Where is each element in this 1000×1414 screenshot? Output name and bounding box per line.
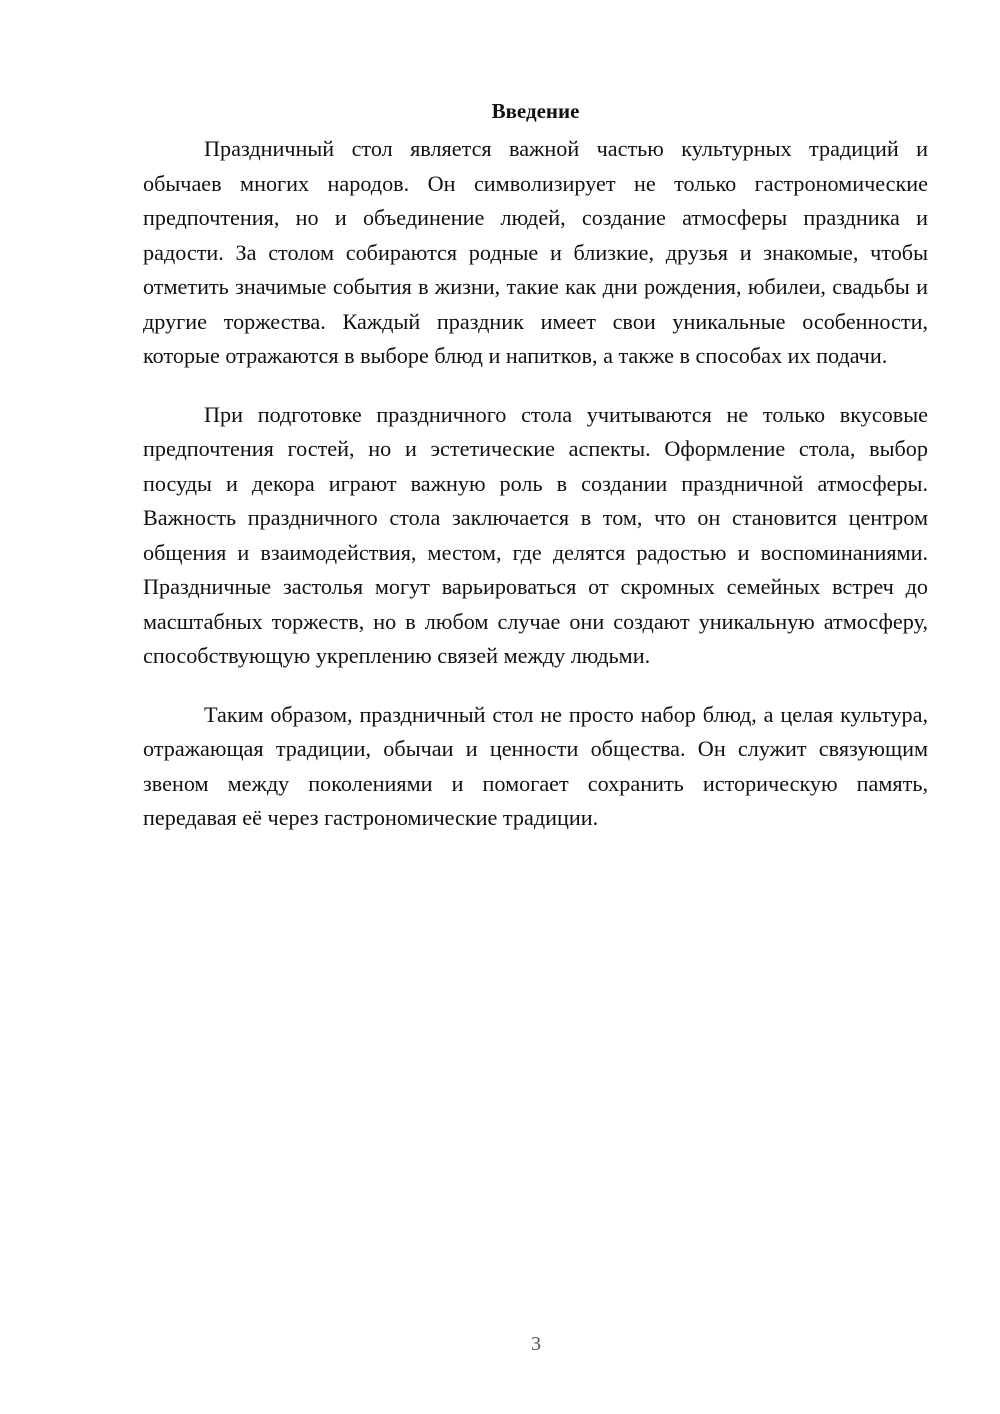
paragraph-1: Праздничный стол является важной частью культурных традиций и обычаев многих народов. Он символизирует не только гастрономические предпочтения, но и объединение людей, создание атмосферы праздника и радости. За столом собираются родные и близкие, друзья и знакомые, чтобы отметить значимые события в жизни, такие как дни рождения, юбилеи, свадьбы и другие торжества. Каждый праздник имеет свои уникальные особенности, которые отражаются в выборе блюд и напитков, а также в способах их подачи.: [143, 136, 928, 368]
page-number: 3: [531, 1333, 541, 1355]
section-heading: Введение: [491, 99, 580, 123]
page-content: [143, 96, 928, 860]
paragraph-2: При подготовке праздничного стола учитываются не только вкусовые предпочтения гостей, но и эстетические аспекты. Оформление стола, выбор посуды и декора играют важную роль в создании праздничной атмосферы. Важность праздничного стола заключается в том, что он становится центром общения и взаимодействия, местом, где делятся радостью и воспоминаниями. Праздничные застолья могут варьироваться от скромных семейных встреч до масштабных торжеств, но в любом случае они создают уникальную атмосферу, способствующую укреплению связей между людьми.: [143, 401, 928, 668]
paragraph-3: Таким образом, праздничный стол не просто набор блюд, а целая культура, отражающая традиции, обычаи и ценности общества. Он служит связующим звеном между поколениями и помогает сохранить историческую память, передавая её через гастрономические традиции.: [143, 701, 928, 830]
